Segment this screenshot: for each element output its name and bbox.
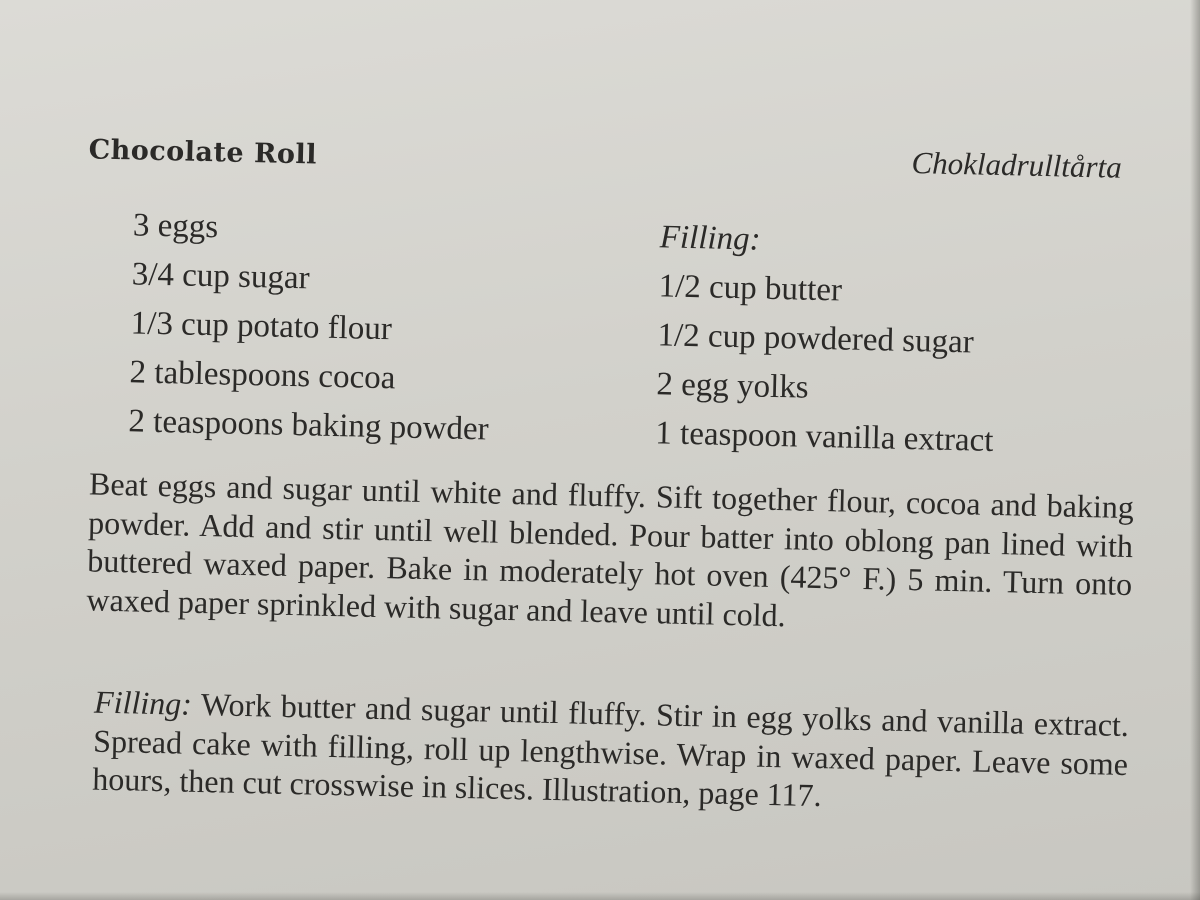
- ingredient-item: 1/3 cup potato flour: [130, 305, 393, 348]
- recipe-swedish-title: Chokladrulltårta: [911, 144, 1123, 185]
- filling-instructions-text: Work butter and sugar until fluffy. Stir in egg yolks and vanilla extract. Spread cake with filling, roll up lengthwise. Wrap in waxed paper. Leave some hours, then cut crosswise in slices. Illustration, page 117.: [92, 686, 1130, 814]
- instructions-paragraph: Beat eggs and sugar until white and fluffy. Sift together flour, cocoa and baking powder. Add and stir until well blended. Pour batter into oblong pan lined with buttered waxed paper. Bake in moderately hot oven (425° F.) 5 min. Turn onto waxed paper sprinkled with sugar and leave until cold.: [86, 465, 1135, 633]
- filling-heading: Filling:: [659, 219, 762, 258]
- filling-instructions-paragraph: [92, 683, 1129, 822]
- filling-ingredient-item: 1/2 cup powdered sugar: [657, 317, 975, 361]
- filling-ingredient-item: 2 egg yolks: [656, 366, 810, 406]
- page-bottom-shadow: [0, 892, 1200, 900]
- filling-ingredient-item: 1/2 cup butter: [658, 268, 843, 309]
- page-edge-shadow: [1190, 0, 1200, 900]
- ingredient-item: 3/4 cup sugar: [131, 256, 311, 297]
- filling-ingredient-item: 1 teaspoon vanilla extract: [654, 415, 994, 459]
- ingredient-item: 2 teaspoons baking powder: [128, 403, 490, 448]
- ingredient-item: 2 tablespoons cocoa: [129, 354, 396, 397]
- ingredient-list: [128, 201, 494, 454]
- filling-ingredient-list: [655, 213, 999, 466]
- filling-instructions-lead: Filling:: [93, 683, 193, 722]
- ingredient-item: 3 eggs: [132, 207, 219, 246]
- recipe-title: Chocolate Roll: [88, 134, 318, 171]
